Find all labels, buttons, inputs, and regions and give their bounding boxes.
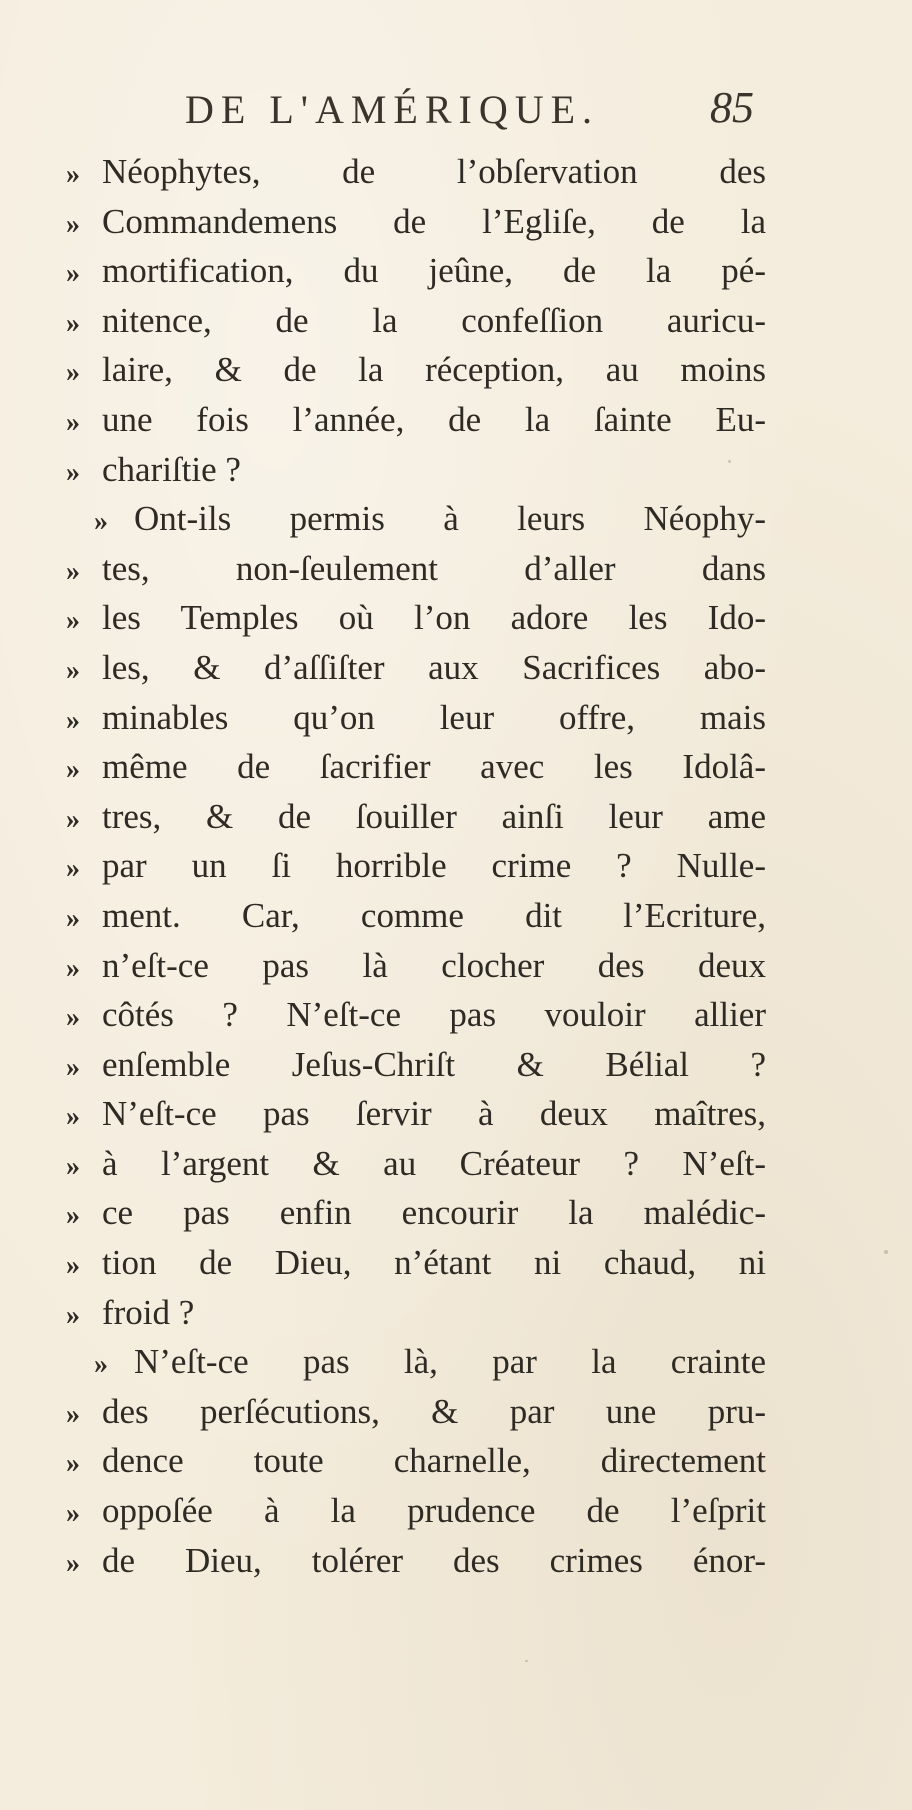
line-text: de Dieu, tolérer des crimes énor- bbox=[102, 1540, 766, 1580]
quotation-mark: » bbox=[66, 853, 80, 885]
quotation-mark: » bbox=[66, 1002, 80, 1034]
quotation-mark: » bbox=[66, 1051, 80, 1083]
line-text: mortification, du jeûne, de la pé- bbox=[102, 251, 766, 291]
quotation-mark: » bbox=[66, 456, 80, 488]
line-text: nitence, de la confeſſion auricu- bbox=[102, 300, 766, 340]
quotation-mark: » bbox=[94, 506, 108, 538]
text-line bbox=[66, 202, 766, 252]
line-text: N’eſt-ce pas ſervir à deux maîtres, bbox=[102, 1094, 766, 1134]
line-text: même de ſacrifier avec les Idolâ- bbox=[102, 747, 766, 787]
quotation-mark: » bbox=[66, 1250, 80, 1282]
page-number: 85 bbox=[710, 83, 754, 132]
line-text: minables qu’on leur offre, mais bbox=[102, 697, 766, 737]
text-line bbox=[66, 1441, 766, 1491]
text-line bbox=[66, 450, 766, 500]
line-text: côtés ? N’eſt-ce pas vouloir allier bbox=[102, 995, 766, 1035]
running-title: DE L'AMÉRIQUE. bbox=[185, 87, 600, 132]
text-line bbox=[66, 1243, 766, 1293]
text-line bbox=[66, 1144, 766, 1194]
text-line bbox=[66, 1293, 766, 1343]
quotation-mark: » bbox=[66, 952, 80, 984]
line-text: tres, & de ſouiller ainſi leur ame bbox=[102, 796, 766, 836]
quotation-mark: » bbox=[66, 654, 80, 686]
quotation-mark: » bbox=[94, 1349, 108, 1381]
line-text: des perſécutions, & par une pru- bbox=[102, 1391, 766, 1431]
quotation-mark: » bbox=[66, 1150, 80, 1182]
line-text: par un ſi horrible crime ? Nulle- bbox=[102, 846, 766, 886]
line-text: à l’argent & au Créateur ? N’eſt- bbox=[102, 1143, 766, 1183]
line-text: n’eſt-ce pas là clocher des deux bbox=[102, 945, 766, 985]
text-line bbox=[66, 350, 766, 400]
text-line bbox=[66, 499, 766, 549]
text-line bbox=[66, 648, 766, 698]
quotation-mark: » bbox=[66, 803, 80, 835]
line-text: tes, non-ſeulement d’aller dans bbox=[102, 548, 766, 588]
text-line bbox=[66, 301, 766, 351]
text-line bbox=[66, 1045, 766, 1095]
line-text: Néophytes, de l’obſervation des bbox=[102, 152, 766, 191]
line-text: chariſtie ? bbox=[102, 449, 241, 489]
text-line bbox=[66, 995, 766, 1045]
line-text: dence toute charnelle, directement bbox=[102, 1441, 766, 1481]
text-line bbox=[66, 1193, 766, 1243]
quotation-mark: » bbox=[66, 1200, 80, 1232]
text-line bbox=[66, 251, 766, 301]
quotation-mark: » bbox=[66, 357, 80, 389]
text-line bbox=[66, 896, 766, 946]
text-line bbox=[66, 946, 766, 996]
quotation-mark: » bbox=[66, 1398, 80, 1430]
line-text: les Temples où l’on adore les Ido- bbox=[102, 598, 766, 638]
quotation-mark: » bbox=[66, 307, 80, 339]
line-text: Commandemens de l’Egliſe, de la bbox=[102, 201, 766, 241]
line-text: les, & d’aſſiſter aux Sacrifices abo- bbox=[102, 647, 766, 687]
quotation-mark: » bbox=[66, 704, 80, 736]
line-text: ce pas enfin encourir la malédic- bbox=[102, 1193, 766, 1233]
body-text bbox=[66, 152, 766, 1590]
quotation-mark: » bbox=[66, 258, 80, 290]
line-text: enſemble Jeſus-Chriſt & Bélial ? bbox=[102, 1044, 766, 1084]
line-text: N’eſt-ce pas là, par la crainte bbox=[134, 1342, 766, 1382]
line-text: tion de Dieu, n’étant ni chaud, ni bbox=[102, 1243, 766, 1283]
quotation-mark: » bbox=[66, 1498, 80, 1530]
text-line bbox=[66, 152, 766, 202]
quotation-mark: » bbox=[66, 208, 80, 240]
quotation-mark: » bbox=[66, 1101, 80, 1133]
quotation-mark: » bbox=[66, 1547, 80, 1579]
line-text: Ont-ils permis à leurs Néophy- bbox=[134, 499, 766, 539]
text-line bbox=[66, 1392, 766, 1442]
quotation-mark: » bbox=[66, 1299, 80, 1331]
text-line bbox=[66, 1342, 766, 1392]
text-line bbox=[66, 598, 766, 648]
line-text: froid ? bbox=[102, 1292, 195, 1332]
text-line bbox=[66, 1094, 766, 1144]
quotation-mark: » bbox=[66, 406, 80, 438]
line-text: une fois l’année, de la ſainte Eu- bbox=[102, 399, 766, 439]
page-header bbox=[0, 83, 912, 146]
quotation-mark: » bbox=[66, 605, 80, 637]
paper-speck bbox=[884, 1250, 888, 1254]
paper-speck bbox=[525, 1660, 528, 1662]
line-text: ment. Car, comme dit l’Ecriture, bbox=[102, 895, 766, 935]
text-line bbox=[66, 797, 766, 847]
text-line bbox=[66, 1541, 766, 1591]
text-line bbox=[66, 846, 766, 896]
text-line bbox=[66, 698, 766, 748]
line-text: oppoſée à la prudence de l’eſprit bbox=[102, 1491, 766, 1531]
line-text: laire, & de la réception, au moins bbox=[102, 350, 766, 390]
quotation-mark: » bbox=[66, 555, 80, 587]
paper-speck bbox=[728, 460, 731, 463]
text-line bbox=[66, 1491, 766, 1541]
quotation-mark: » bbox=[66, 902, 80, 934]
text-line bbox=[66, 400, 766, 450]
quotation-mark: » bbox=[66, 754, 80, 786]
text-line bbox=[66, 747, 766, 797]
quotation-mark: » bbox=[66, 159, 80, 190]
quotation-mark: » bbox=[66, 1448, 80, 1480]
text-line bbox=[66, 549, 766, 599]
